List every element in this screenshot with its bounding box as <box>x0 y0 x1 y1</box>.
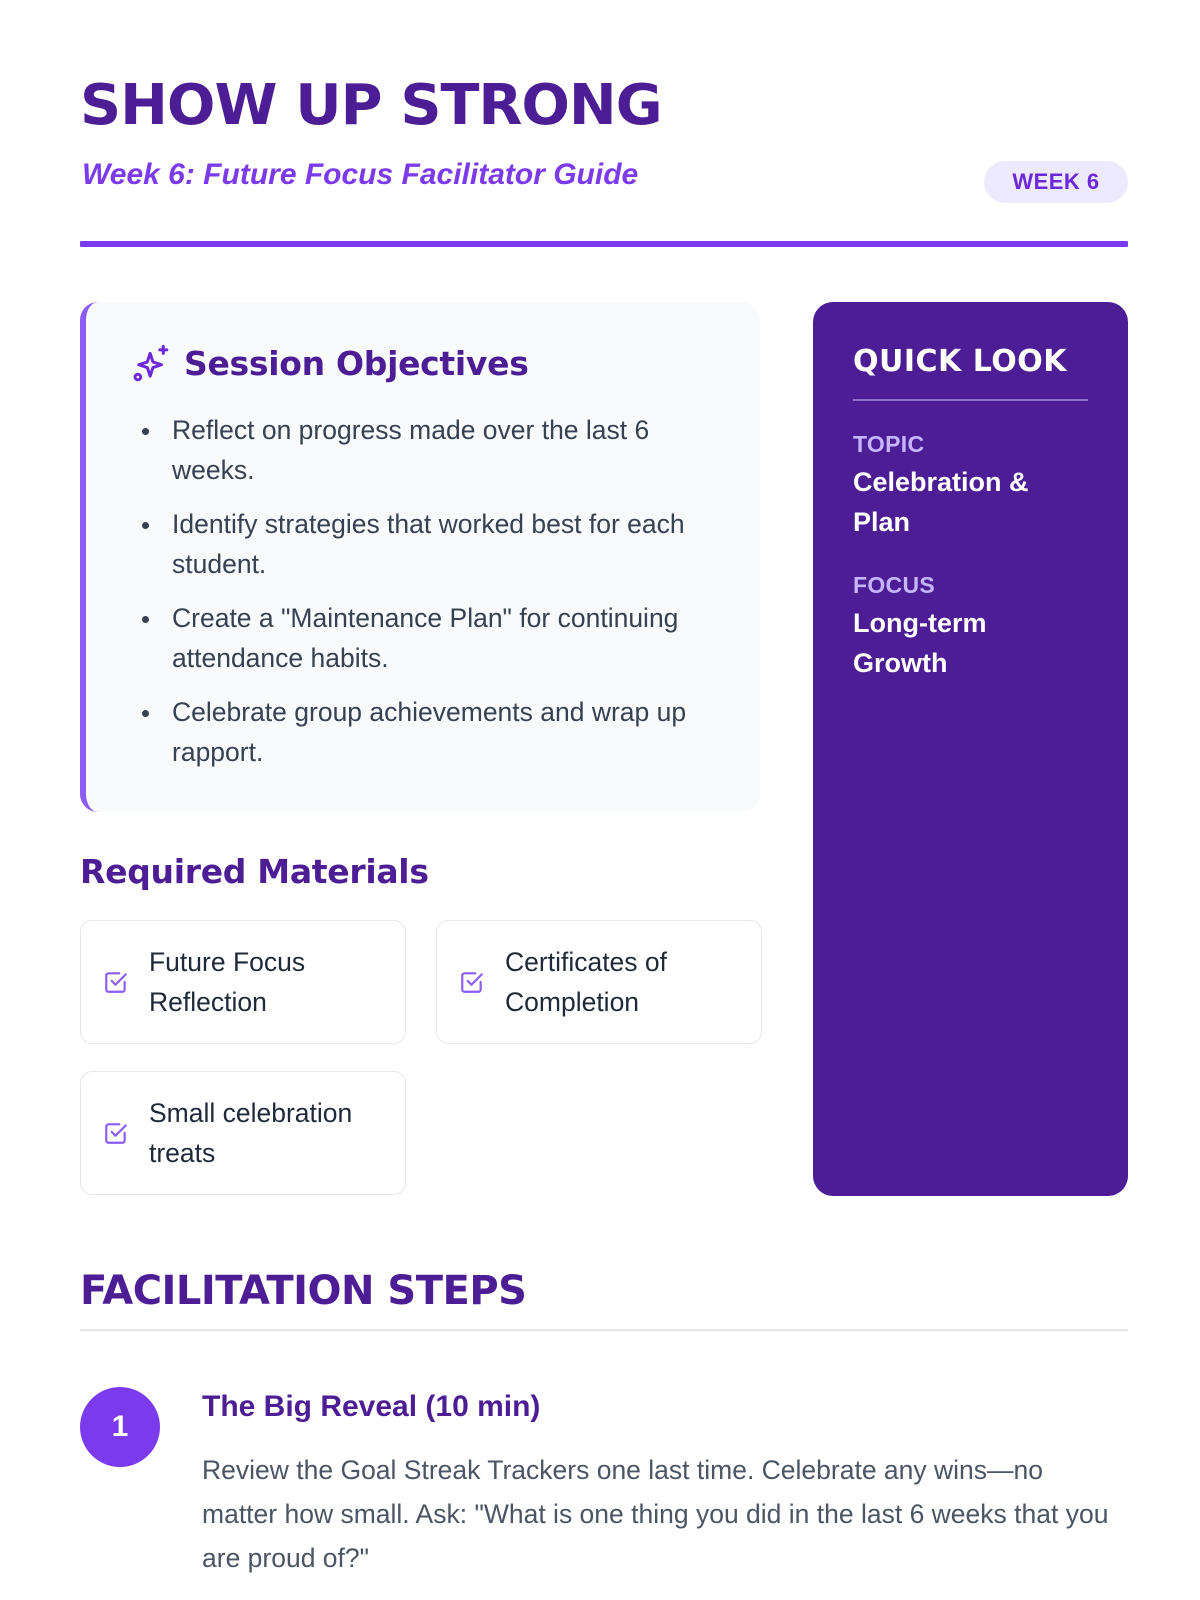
material-card <box>80 1071 406 1195</box>
session-objectives-title: Session Objectives <box>184 343 529 383</box>
focus-value: Long-term Growth <box>853 608 987 678</box>
material-label: Certificates of Completion <box>505 947 668 1017</box>
checkbox-icon <box>103 969 129 995</box>
step-description: Review the Goal Streak Trackers one last time. Celebrate any wins—no matter how small. Ask: "What is one thing you did in the last 6 weeks that you are proud of?" <box>202 1455 1109 1573</box>
objectives-list <box>130 410 730 786</box>
objective-item: Celebrate group achievements and wrap up rapport. <box>130 692 730 772</box>
material-card <box>80 920 406 1044</box>
quick-look-panel <box>813 302 1128 1196</box>
header-divider <box>80 241 1128 247</box>
quick-look-title: QUICK LOOK <box>853 344 1088 401</box>
objective-item: Identify strategies that worked best for each student. <box>130 504 730 584</box>
objective-item: Reflect on progress made over the last 6 weeks. <box>130 410 730 490</box>
sparkles-icon <box>130 342 172 384</box>
material-card <box>436 920 762 1044</box>
session-objectives-card <box>80 302 760 812</box>
material-label: Small celebration treats <box>149 1098 353 1168</box>
checkbox-icon <box>459 969 485 995</box>
steps-divider <box>80 1329 1128 1331</box>
week-badge: WEEK 6 <box>984 161 1128 203</box>
session-objectives-heading <box>130 342 529 384</box>
required-materials-title: Required Materials <box>80 852 429 891</box>
checkbox-icon <box>103 1120 129 1146</box>
topic-label: TOPIC <box>853 431 925 457</box>
step-number-badge: 1 <box>80 1387 160 1467</box>
step-title: The Big Reveal (10 min) <box>202 1390 541 1423</box>
material-label: Future Focus Reflection <box>149 947 306 1017</box>
focus-label: FOCUS <box>853 572 935 598</box>
objective-item: Create a "Maintenance Plan" for continuing attendance habits. <box>130 598 730 678</box>
facilitation-steps-title: FACILITATION STEPS <box>80 1268 527 1314</box>
page-subtitle: Week 6: Future Focus Facilitator Guide <box>82 158 639 191</box>
page-title: SHOW UP STRONG <box>80 73 662 138</box>
topic-value: Celebration & Plan <box>853 467 1029 537</box>
